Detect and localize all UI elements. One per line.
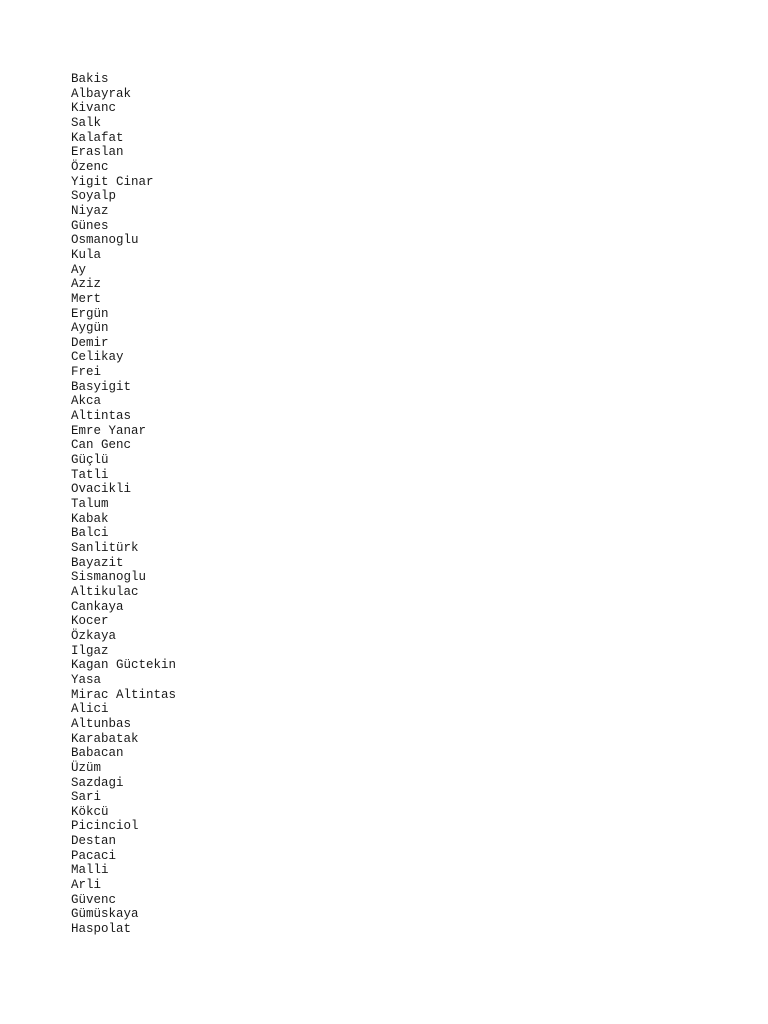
list-item: Alici [71,702,109,717]
list-item: Destan [71,834,117,849]
list-item: Güçlü [71,453,109,468]
list-item: Aygün [71,321,109,336]
list-item: Sanlitürk [71,541,139,555]
list-item: Malli [71,863,109,878]
list-item: Altintas [71,409,132,424]
list-item: Babacan [71,746,124,761]
list-item: Picinciol [71,819,139,834]
list-item: Bayazit [71,555,124,570]
list-item: Salk [71,115,102,130]
list-item: Günes [71,218,109,233]
list-item: Sazdagi [71,775,124,790]
list-item: Ilgaz [71,643,109,658]
list-item: Altikulac [71,584,139,599]
list-item: Emre Yanar [71,423,147,438]
list-item: Can Genc [71,438,132,453]
list-item: Sari [71,790,102,805]
list-item: Altunbas [71,716,132,731]
list-item: Basyigit [71,379,132,394]
list-item: Arli [71,878,102,893]
list-item: Frei [71,365,102,380]
list-item: Özenc [71,159,109,174]
list-item: Kula [71,247,102,262]
list-item: Ovacikli [71,482,132,497]
list-item: Talum [71,497,109,512]
list-item: Soyalp [71,189,117,204]
list-item: Albayrak [71,86,132,101]
name-list [71,72,176,937]
list-item: Haspolat [71,922,132,937]
list-item: Kagan Güctekin [71,658,177,673]
list-item: Mert [71,291,102,306]
list-item: Balci [71,526,109,541]
list-item: Kivanc [71,101,117,116]
list-item: Kalafat [71,130,124,145]
list-item: Üzüm [71,760,102,775]
list-item: Karabatak [71,731,139,746]
list-item: Demir [71,335,109,350]
list-item: Osmanoglu [71,233,139,248]
list-item: Bakis [71,72,109,86]
list-item: Pacaci [71,848,117,863]
list-item: Gümüskaya [71,907,139,922]
list-item: Yasa [71,672,102,687]
list-item: Celikay [71,350,124,365]
list-item: Sismanoglu [71,570,147,585]
list-item: Özkaya [71,628,117,643]
list-item: Eraslan [71,145,124,160]
list-item: Güvenc [71,892,117,907]
list-item: Tatli [71,467,109,482]
list-item: Ergün [71,306,109,321]
list-item: Aziz [71,277,102,292]
list-item: Kabak [71,511,109,526]
list-item: Kocer [71,614,109,629]
list-item: Akca [71,394,102,409]
list-item: Niyaz [71,203,109,218]
list-item: Ay [71,262,87,277]
list-item: Kökcü [71,804,109,819]
list-item: Mirac Altintas [71,687,177,702]
list-item: Cankaya [71,599,124,614]
list-item: Yigit Cinar [71,174,154,189]
